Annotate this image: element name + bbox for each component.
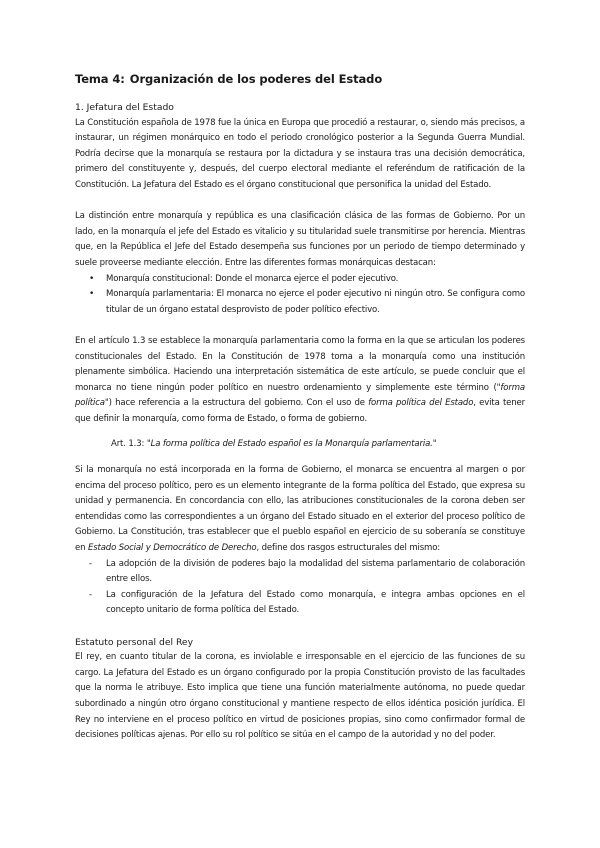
- quote-articulo: Art. 1.3: "La forma política del Estado español es la Monarquía parlamentaria.": [111, 439, 437, 450]
- document-title: [75, 72, 525, 86]
- paragraph-forma-gobierno: Si la monarquía no está incorporada en la forma de Gobierno, el monarca se encuentra al margen o por encima del proceso político, pero es un elemento integrante de la forma política del Estado, que expresa su unidad y permanencia. En concordancia con ello, las atribuciones constitucionales de la corona deben ser entendidas como las correspondientes a un órgano del Estado situado en el exterior del proceso político de Gobierno. La Constitución, tras establecer que el pueblo español en ejercicio de su soberanía se constituye en Estado Social y Democrático de Derecho, define dos rasgos estructurales del mismo:: [75, 465, 525, 554]
- list-item: - La configuración de la Jefatura del Estado como monarquía, e integra ambas opciones en el concepto unitario de forma política del Estado.: [106, 588, 525, 619]
- list-item: - La adopción de la división de poderes bajo la modalidad del sistema parlamentario de colaboración entre ellos.: [106, 557, 525, 588]
- title-number: Tema 4:: [75, 72, 125, 86]
- dash-list-rasgos: [75, 557, 525, 619]
- paragraph-articulo-1-3: En el artículo 1.3 se establece la monarquía parlamentaria como la forma en la que se articulan los poderes constitucionales del Estado. En la Constitución de 1978 toma a la monarquía como una institución plenamente simbólica. Haciendo una interpretación sistemática de este artículo, se puede concluir que el monarca no tiene ningún poder político en nuestro ordenamiento y simplemente este término ("forma política") hace referencia a la estructura del gobierno. Con el uso de forma política del Estado, evita tener que definir la monarquía, como forma de Estado, o forma de gobierno.: [75, 335, 526, 424]
- section-heading-jefatura: 1. Jefatura del Estado: [75, 102, 174, 113]
- list-item: • Monarquía parlamentaria: El monarca no ejerce el poder ejecutivo ni ningún otro. Se configura como titular de un órgano estatal desprovisto de poder político efectivo.: [106, 287, 525, 318]
- list-item: • Monarquía constitucional: Donde el monarca ejerce el poder ejecutivo.: [106, 272, 525, 288]
- section-heading-estatuto: Estatuto personal del Rey: [75, 636, 194, 648]
- paragraph-constitucion: La Constitución española de 1978 fue la única en Europa que procedió a restaurar, o, siendo más precisos, a instaurar, un régimen monárquico en todo el periodo cronológico posterior a la Segunda Guerra Mundial. Podría decirse que la monarquía se restaura por la dictadura y se instaura tras una decisión democrática, primero del constituyente y, después, del cuerpo electoral mediante el referéndum de ratificación de la Constitución. La Jefatura del Estado es el órgano constitucional que personifica la unidad del Estado.: [75, 117, 525, 190]
- document-page: [75, 72, 525, 744]
- title-text: Organización de los poderes del Estado: [129, 72, 383, 86]
- bullet-list-monarquias: [75, 272, 525, 319]
- paragraph-estatuto-rey: El rey, en cuanto titular de la corona, es inviolable e irresponsable en el ejercicio de las funciones de su cargo. La Jefatura del Estado es un órgano configurado por la propia Constitución provisto de las facultades que la norma le atribuye. Esto implica que tiene una función materialmente autónoma, no puede quedar subordinado a ningún otro órgano constitucional y mantiene respecto de ellos idéntica posición jurídica. El Rey no interviene en el proceso político en virtud de posiciones propias, sino como confirmador formal de decisiones políticas ajenas. Por ello su rol político se sitúa en el campo de la autoridad y no del poder.: [75, 652, 525, 741]
- paragraph-monarquia-republica: La distinción entre monarquía y república es una clasificación clásica de las formas de Gobierno. Por un lado, en la monarquía el jefe del Estado es vitalicio y su titularidad suele transmitirse por herencia. Mientras que, en la República el Jefe del Estado desempeña sus funciones por un periodo de tiempo determinado y suele proveerse mediante elección. Entre las diferentes formas monárquicas destacan:: [75, 211, 525, 268]
